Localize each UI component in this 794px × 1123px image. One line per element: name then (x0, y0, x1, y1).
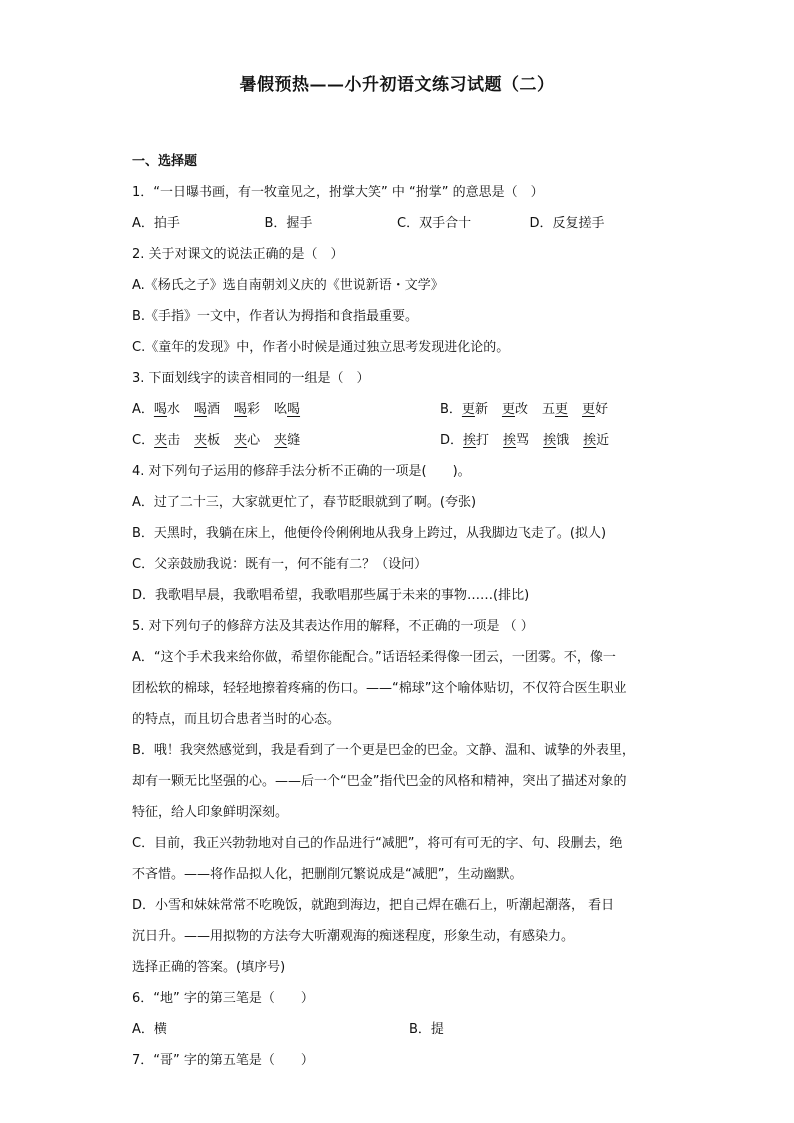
question-4-option-c[interactable]: C．父亲鼓励我说：既有一，何不能有二？（设问） (132, 557, 428, 572)
question-1-option-b[interactable]: B．握手 (264, 216, 313, 231)
question-2-option-c[interactable]: C.《童年的发现》中，作者小时候是通过独立思考发现进化论的。 (132, 340, 510, 355)
word: 夹缝 (274, 433, 301, 448)
option-label: B． (440, 402, 462, 417)
word: 挨打 (463, 433, 490, 448)
question-3-option-b[interactable] (440, 394, 622, 425)
question-3-options-row-1 (132, 394, 662, 425)
option-label: C． (132, 433, 155, 448)
question-4-stem: 4. 对下列句子运用的修辞手法分析不正确的一项是( )。 (132, 464, 471, 479)
page-title: 暑假预热——小升初语文练习试题（二） (239, 75, 555, 95)
question-6-option-a[interactable]: A．横 (132, 1022, 167, 1037)
question-5-option-a-line-3[interactable]: 的特点，而且切合患者当时的心态。 (132, 712, 341, 727)
word: 吆喝 (274, 402, 301, 417)
question-5-option-d-line-1[interactable]: D．小雪和妹妹常常不吃晚饭，就跑到海边，把自己焊在礁石上，听潮起潮落， 看日 (132, 898, 615, 913)
question-1-options (132, 208, 662, 239)
question-3-stem: 3. 下面划线字的读音相同的一组是（ ） (132, 371, 370, 386)
word: 夹心 (234, 433, 261, 448)
question-5-stem: 5. 对下列句子的修辞方法及其表达作用的解释，不正确的一项是 （ ） (132, 619, 534, 634)
word: 夹击 (154, 433, 181, 448)
question-3-options-row-2 (132, 425, 662, 456)
question-5-option-b-line-1[interactable]: B．哦！我突然感觉到，我是看到了一个更是巴金的巴金。文静、温和、诚挚的外表里， (132, 743, 635, 758)
word: 更新 (461, 402, 488, 417)
question-2-option-b[interactable]: B.《手指》一文中，作者认为拇指和食指最重要。 (132, 309, 419, 324)
question-5-option-b-line-2[interactable]: 却有一颗无比坚强的心。——后一个“巴金”指代巴金的风格和精神，突出了描述对象的 (132, 774, 627, 789)
question-1-option-d[interactable]: D．反复搓手 (529, 216, 605, 231)
question-2-stem: 2. 关于对课文的说法正确的是（ ） (132, 247, 344, 262)
question-5-answer-prompt: 选择正确的答案。(填序号) (132, 960, 286, 975)
word: 更改 (501, 402, 528, 417)
question-list (132, 146, 662, 1076)
question-3-option-d[interactable] (440, 425, 623, 456)
word: 挨饿 (543, 433, 570, 448)
question-3-option-c[interactable] (132, 425, 440, 456)
question-5-option-c-line-1[interactable]: C．目前，我正兴勃勃地对自己的作品进行“减肥”，将可有可无的字、句、段删去，绝 (132, 836, 623, 851)
option-label: D． (440, 433, 464, 448)
question-2-option-a[interactable]: A.《杨氏之子》选自南朝刘义庆的《世说新语・文学》 (132, 278, 444, 293)
question-4-option-b[interactable]: B．天黑时，我躺在床上，他便伶伶俐俐地从我身上跨过，从我脚边飞走了。(拟人) (132, 526, 607, 541)
word: 挨近 (583, 433, 610, 448)
question-7-stem: 7．“哥” 字的第五笔是（ ） (132, 1053, 314, 1068)
word: 喝酒 (193, 402, 220, 417)
question-5-option-c-line-2[interactable]: 不吝惜。——将作品拟人化，把删削冗繁说成是“减肥”，生动幽默。 (132, 867, 523, 882)
question-5-option-d-line-2[interactable]: 沉日升。——用拟物的方法夸大听潮观海的痴迷程度，形象生动，有感染力。 (132, 929, 575, 944)
word: 挨骂 (503, 433, 530, 448)
word: 夹板 (194, 433, 221, 448)
question-5-option-a-line-2[interactable]: 团松软的棉球，轻轻地擦着疼痛的伤口。——“棉球”这个喻体贴切，不仅符合医生职业 (132, 681, 627, 696)
question-1-option-c[interactable]: C．双手合十 (397, 216, 472, 231)
option-label: A． (132, 402, 154, 417)
question-3-option-a[interactable] (132, 394, 440, 425)
word: 五更 (541, 402, 569, 417)
word: 更好 (582, 402, 609, 417)
question-5-option-b-line-3[interactable]: 特征，给人印象鲜明深刻。 (132, 805, 289, 820)
word: 喝彩 (233, 402, 260, 417)
question-5-option-a-line-1[interactable]: A．“这个手术我来给你做，希望你能配合。”话语轻柔得像一团云，一团雾。不，像一 (132, 650, 616, 665)
question-6-stem: 6．“地” 字的第三笔是（ ） (132, 991, 314, 1006)
question-4-option-d[interactable]: D．我歌唱早晨，我歌唱希望，我歌唱那些属于未来的事物……(排比) (132, 588, 530, 603)
word: 喝水 (153, 402, 180, 417)
question-4-option-a[interactable]: A．过了二十三，大家就更忙了，春节眨眼就到了啊。(夸张) (132, 495, 477, 510)
question-1-option-a[interactable]: A．拍手 (132, 216, 180, 231)
question-1-stem: 1．“一日曝书画，有一牧童见之，拊掌大笑” 中 “拊掌” 的意思是（ ） (132, 185, 544, 200)
question-6-options (132, 1014, 662, 1045)
question-6-option-b[interactable]: B．提 (409, 1022, 444, 1037)
section-heading: 一、选择题 (132, 154, 198, 169)
